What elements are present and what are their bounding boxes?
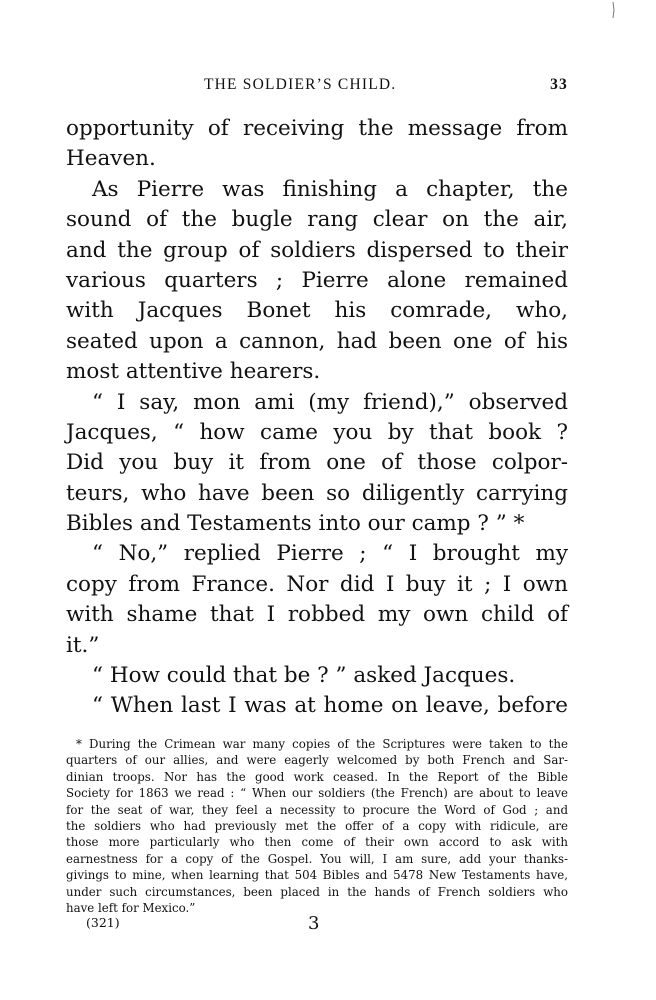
signature-code: (321) bbox=[86, 915, 120, 930]
page-edge-mark bbox=[610, 0, 620, 30]
body-line: sound of the bugle rang clear on the air, bbox=[66, 207, 568, 233]
page-number: 33 bbox=[550, 76, 568, 93]
body-line: most attentive hearers. bbox=[66, 359, 321, 385]
body-line: teurs, who have been so diligently carrying bbox=[66, 480, 568, 506]
body-line: Jacques, “ how came you by that book ? bbox=[66, 419, 568, 445]
body-text bbox=[66, 114, 568, 722]
footnote-line: dinian troops. Nor has the good work ceased. In the Report of the Bible bbox=[66, 769, 568, 784]
body-line: it.” bbox=[66, 632, 100, 658]
footnote-line: givings to mine, when learning that 504 Bibles and 5478 New Testaments have, bbox=[66, 868, 568, 883]
body-line: Bibles and Testaments into our camp ? ” * bbox=[66, 511, 525, 537]
footnote-line: Society for 1863 we read : “ When our soldiers (the French) are about to leave bbox=[66, 786, 568, 801]
body-line: with shame that I robbed my own child of bbox=[66, 602, 568, 628]
footnote-line: * During the Crimean war many copies of the Scriptures were taken to the bbox=[76, 737, 568, 751]
body-line: Did you buy it from one of those colpor- bbox=[66, 450, 568, 476]
body-line: “ I say, mon ami (my friend),” observed bbox=[92, 389, 568, 415]
footnote-line: the soldiers who had previously met the offer of a copy with ridicule, are bbox=[66, 818, 568, 833]
body-line: “ No,” replied Pierre ; “ I brought my bbox=[92, 541, 568, 567]
running-head-title: THE SOLDIER’S CHILD. bbox=[204, 76, 397, 93]
body-line: opportunity of receiving the message from bbox=[66, 116, 568, 141]
body-line: with Jacques Bonet his comrade, who, bbox=[66, 298, 568, 324]
footnote-line: quarters of our allies, and were eagerly welcomed by both French and Sar- bbox=[66, 753, 568, 768]
body-line: copy from France. Nor did I buy it ; I own bbox=[66, 571, 568, 597]
footnote-line: under such circumstances, been placed in the hands of French soldiers who bbox=[66, 884, 568, 899]
body-line: various quarters ; Pierre alone remained bbox=[66, 267, 568, 293]
body-line: As Pierre was finishing a chapter, the bbox=[92, 176, 568, 202]
body-line: and the group of soldiers dispersed to their bbox=[66, 237, 568, 263]
body-line: Heaven. bbox=[66, 146, 156, 172]
body-line: “ How could that be ? ” asked Jacques. bbox=[92, 663, 516, 689]
signature-line bbox=[86, 913, 506, 935]
running-head bbox=[66, 76, 568, 98]
footnote-line: for the seat of war, they feel a necessity to procure the Word of God ; and bbox=[66, 802, 568, 817]
signature-mark: 3 bbox=[308, 913, 320, 934]
footnote-line: earnestness for a copy of the Gospel. You will, I am sure, add your thanks- bbox=[66, 851, 568, 866]
footnote bbox=[66, 736, 568, 916]
body-line: seated upon a cannon, had been one of his bbox=[66, 328, 568, 354]
footnote-line: have left for Mexico.” bbox=[66, 900, 196, 915]
body-line: “ When last I was at home on leave, before bbox=[92, 693, 568, 719]
footnote-line: those more particularly who then come of their own accord to ask with bbox=[66, 835, 568, 850]
